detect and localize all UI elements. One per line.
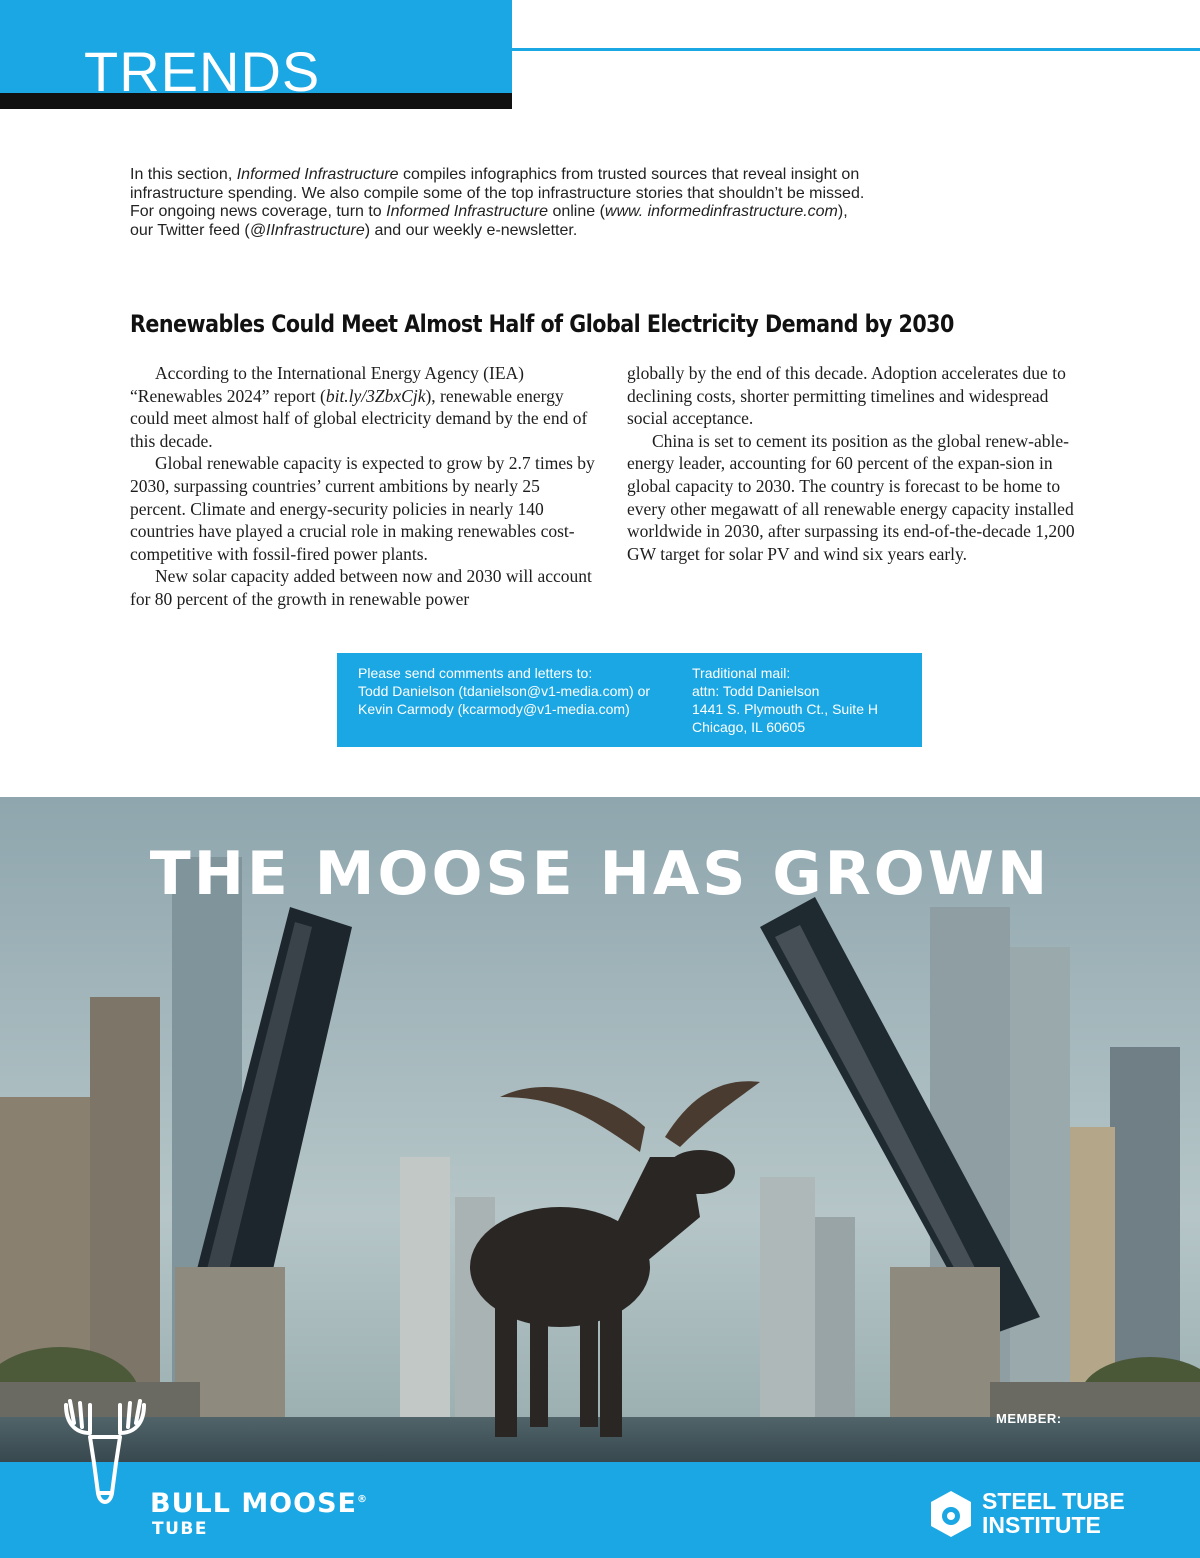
ad-illustration bbox=[0, 797, 1200, 1558]
article-paragraph: New solar capacity added between now and 2030 will account for 80 percent of the growth in renewable power bbox=[130, 566, 592, 609]
website-link[interactable]: www. informedinfrastructure.com bbox=[604, 203, 838, 220]
contact-email-block: Please send comments and letters to: Todd Danielson (tdanielson@v1-media.com) or Kevin Carmody (kcarmody@v1-media.com) bbox=[358, 665, 651, 717]
report-link[interactable]: bit.ly/3ZbxCjk bbox=[325, 385, 426, 406]
article-paragraph: According to the International Energy Agency (IEA) “Renewables 2024” report (bit.ly/3ZbxCjk), renewable energy could meet almost half of global electricity demand by the end of this decade. bbox=[130, 363, 588, 451]
email-link[interactable]: Todd Danielson (tdanielson@v1-media.com) or bbox=[358, 683, 651, 699]
ad-headline: THE MOOSE HAS GROWN bbox=[149, 839, 1051, 909]
twitter-handle[interactable]: @IInfrastructure bbox=[249, 221, 365, 239]
article-paragraph: globally by the end of this decade. Adoption accelerates due to declining costs, shorter permitting timelines and widespread social acceptance. bbox=[627, 363, 1066, 429]
article-column-left bbox=[130, 362, 596, 611]
section-title: TRENDS bbox=[84, 40, 321, 103]
member-label: MEMBER: bbox=[996, 1411, 1062, 1426]
member-org-name-line1: STEEL TUBE bbox=[982, 1488, 1125, 1514]
steel-tube-institute-icon bbox=[929, 1489, 973, 1539]
contact-mail-block: Traditional mail: attn: Todd Danielson 1441 S. Plymouth Ct., Suite H Chicago, IL 60605 bbox=[692, 665, 878, 735]
moose-head-icon bbox=[60, 1393, 150, 1513]
member-org-name-line2: INSTITUTE bbox=[982, 1512, 1101, 1538]
contact-box bbox=[337, 653, 922, 747]
intro-paragraph: In this section, Informed Infrastructure compiles infographics from trusted sources that reveal insight on infrastructure spending. We also compile some of the top infrastructure stories that shouldn’t be missed. For ongoing news coverage, turn to Informed Infrastructure online (www. informedinfrastructure.com), our Twitter feed (@IInfrastructure) and our weekly e-newsletter. bbox=[130, 166, 865, 239]
article-headline: Renewables Could Meet Almost Half of Global Electricity Demand by 2030 bbox=[130, 310, 954, 338]
header-accent-line bbox=[512, 48, 1200, 51]
brand-name: BULL MOOSE® bbox=[150, 1488, 368, 1519]
article-column-right bbox=[627, 362, 1093, 565]
email-link[interactable]: Kevin Carmody (kcarmody@v1-media.com) bbox=[358, 701, 630, 717]
article-paragraph: Global renewable capacity is expected to grow by 2.7 times by 2030, surpassing countries’ current ambitions by nearly 25 percent. Climate and energy-security policies in nearly 140 countries have played a crucial role in making renewables cost-competitive with fossil-fired power plants. bbox=[130, 453, 595, 564]
brand-subtitle: TUBE bbox=[152, 1519, 208, 1539]
article-paragraph: China is set to cement its position as the global renew-able-energy leader, accounting for 60 percent of the expan-sion in global capacity to 2030. The country is forecast to be home to every other megawatt of all renewable energy capacity installed worldwide in 2030, after surpassing its end-of-the-decade 1,200 GW target for solar PV and wind six years early. bbox=[627, 430, 1075, 564]
advertisement[interactable] bbox=[0, 797, 1200, 1558]
